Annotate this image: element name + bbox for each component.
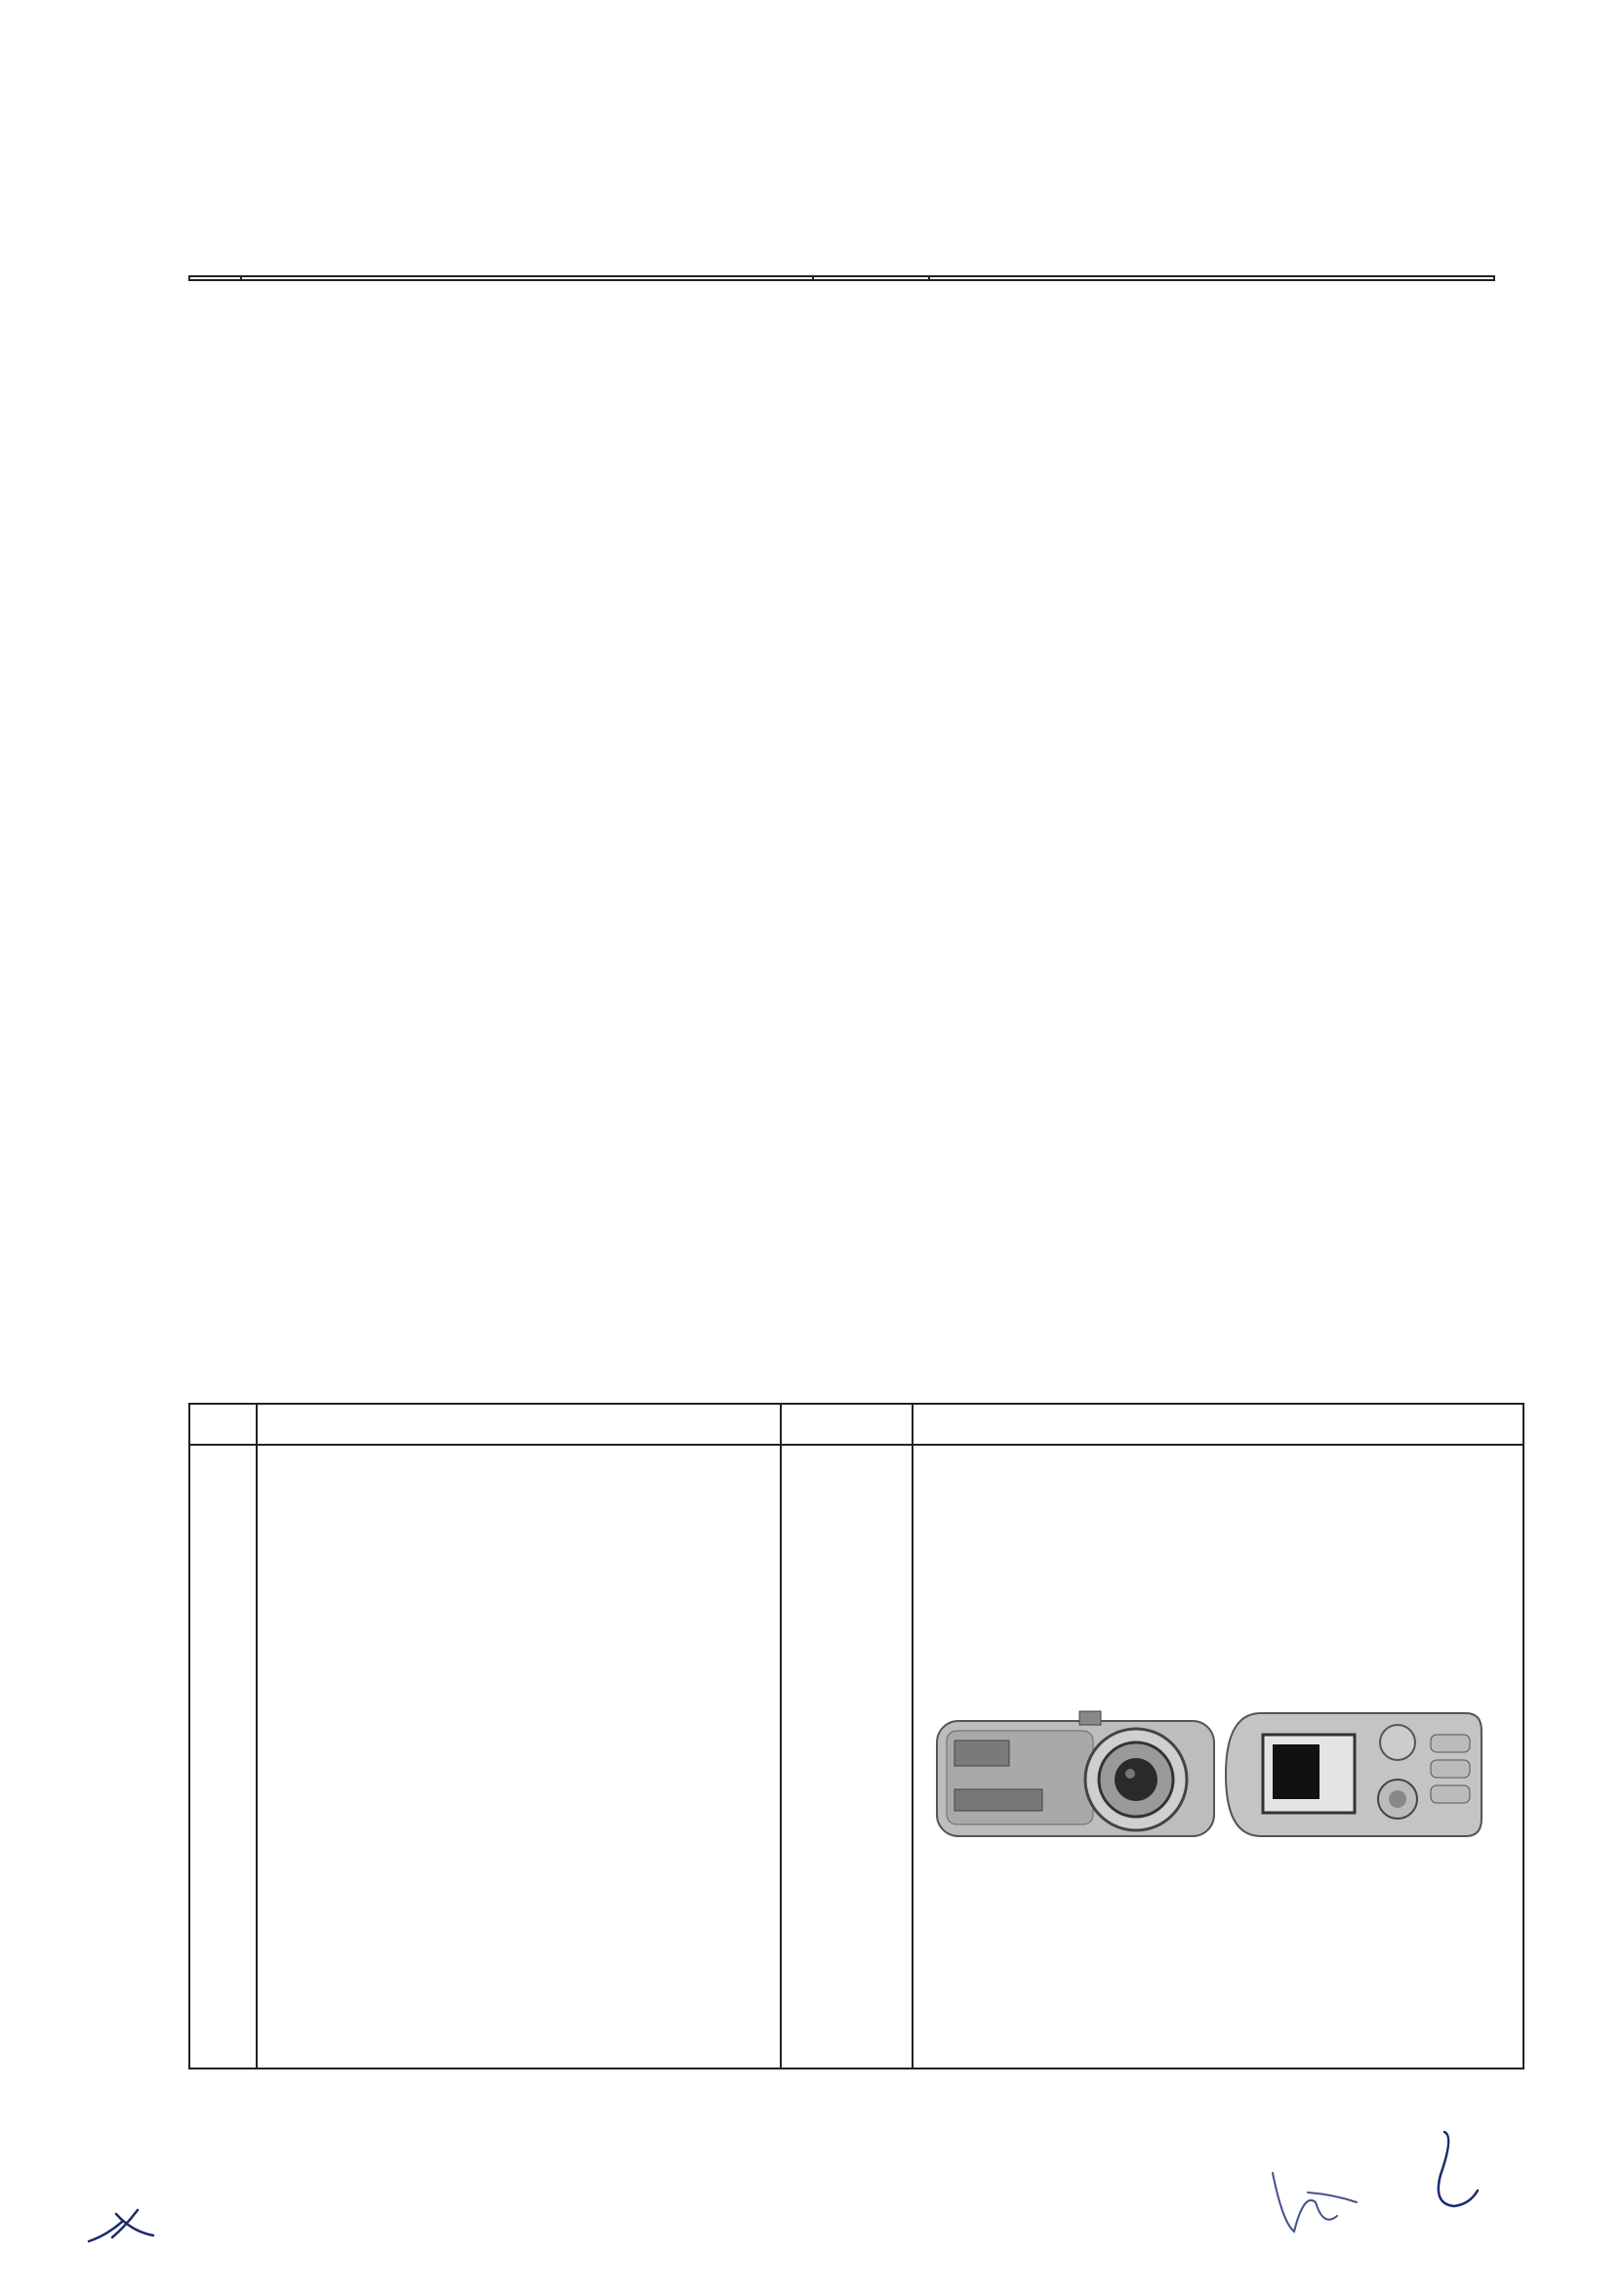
quantity-value: [781, 1445, 913, 2069]
handwritten-initials-left: [83, 2196, 171, 2255]
table-row: [189, 276, 1494, 280]
images-cell: [913, 1445, 1523, 2069]
col-header-designation: [257, 1404, 781, 1445]
table-header-row: [189, 1404, 1523, 1445]
quantity-cell: [813, 276, 929, 280]
designation-cell: [241, 276, 813, 280]
camera-front-image: [933, 1701, 1218, 1848]
num-cell: [189, 276, 241, 280]
images-cell: [929, 276, 1494, 280]
col-header-images: [913, 1404, 1523, 1445]
designation-cell: [257, 1445, 781, 2069]
col-header-num: [189, 1404, 257, 1445]
handwritten-initials-right: [1415, 2126, 1483, 2220]
row-number: [189, 1445, 257, 2069]
spec-table-continued: [188, 275, 1495, 281]
table-row: [189, 1445, 1523, 2069]
col-header-quantity: [781, 1404, 913, 1445]
lot-heading: [234, 1332, 283, 1360]
handwritten-initials-middle: [1265, 2134, 1372, 2243]
camera-back-image: [1222, 1701, 1485, 1848]
lot-table: [188, 1403, 1524, 2069]
